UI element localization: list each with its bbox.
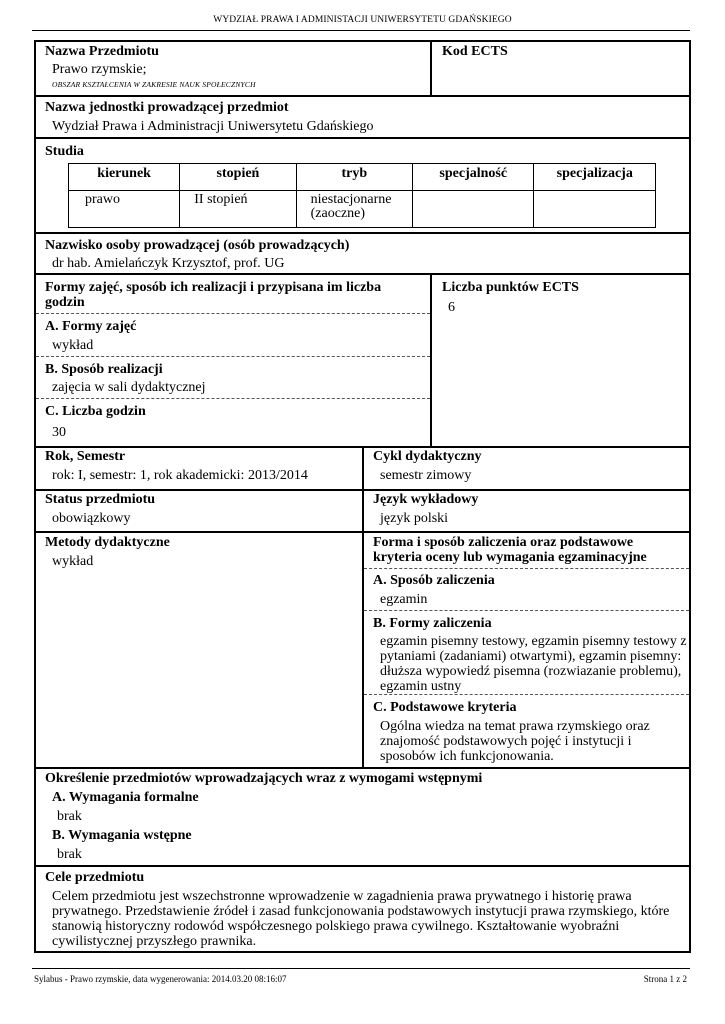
assessment-b-value: egzamin pisemny testowy, egzamin pisemny testowy z pytaniami (zadaniami) otwartymi), egzamin pisemny: dłuższa wypowiedź pisemna (rozwiazanie problemu), egzamin ustny [380,634,687,694]
divider [362,531,364,769]
forms-c-label: C. Liczba godzin [45,404,146,419]
table-row [69,164,656,191]
language-label: Język wykładowy [373,492,479,507]
col-stopien: stopień [180,164,296,191]
cell-specjalizacja [534,191,656,228]
status-value: obowiązkowy [52,511,131,526]
assessment-c-label: C. Podstawowe kryteria [373,700,517,715]
cell-specjalnosc [413,191,534,228]
assessment-a-value: egzamin [380,592,428,607]
assessment-c-value: Ogólna wiedza na temat prawa rzymskiego oraz znajomość podstawowych pojęć i instytucji i sposobów ich funkcjonowania. [380,719,650,764]
cycle-label: Cykl dydaktyczny [373,449,482,464]
header-rule [32,30,690,31]
dashed-separator [364,610,689,611]
divider [362,489,364,533]
studies-label: Studia [45,144,84,159]
prereq-a-value: brak [57,809,82,824]
footer-rule [32,968,690,969]
col-kierunek: kierunek [69,164,180,191]
col-specjalizacja: specjalizacja [534,164,656,191]
unit-label: Nazwa jednostki prowadzącej przedmiot [45,100,289,115]
dashed-separator [36,313,430,314]
dashed-separator [364,568,689,569]
col-specjalnosc: specjalność [413,164,534,191]
year-label: Rok, Semestr [45,449,126,464]
cell-tryb: niestacjonarne (zaoczne) [296,191,412,228]
cell-stopien: II stopień [180,191,296,228]
dashed-separator [36,398,430,399]
forms-b-label: B. Sposób realizacji [45,362,163,377]
cycle-value: semestr zimowy [380,468,472,483]
table-row [69,191,656,228]
institution-header: WYDZIAŁ PRAWA I ADMINISTACJI UNIWERSYTETU GDAŃSKIEGO [213,15,512,25]
methods-label: Metody dydaktyczne [45,535,170,550]
prereq-label: Określenie przedmiotów wprowadzających wraz z wymogami wstępnymi [45,771,483,786]
ects-points-value: 6 [448,300,455,315]
page-number: Strona 1 z 2 [643,974,687,984]
forms-b-value: zajęcia w sali dydaktycznej [52,380,206,395]
prereq-b-value: brak [57,847,82,862]
cell-kierunek: prawo [69,191,180,228]
forms-a-label: A. Formy zajęć [45,319,137,334]
lecturer-label: Nazwisko osoby prowadzącej (osób prowadzących) [45,238,350,253]
forms-c-value: 30 [52,425,66,440]
unit-value: Wydział Prawa i Administracji Uniwersytetu Gdańskiego [52,119,374,134]
year-value: rok: I, semestr: 1, rok akademicki: 2013/2014 [52,468,308,483]
forms-a-value: wykład [52,338,94,353]
assessment-a-label: A. Sposób zaliczenia [373,573,495,588]
divider [430,273,432,448]
status-label: Status przedmiotu [45,492,156,507]
ects-points-label: Liczba punktów ECTS [442,280,579,295]
course-name-value: Prawo rzymskie; [52,62,147,77]
course-area: OBSZAR KSZTAŁCENIA W ZAKRESIE NAUK SPOŁECZNYCH [52,80,256,89]
ects-code-label: Kod ECTS [442,44,508,59]
dashed-separator [36,356,430,357]
goals-value: Celem przedmiotu jest wszechstronne wprowadzenie w zagadnienia prawa prywatnego i historię prawa prywatnego. Przedstawienie źródeł i zasad funkcjonowania podstawowych instytucji prawa rzymskiego, które stanowią historyczny rodowód współczesnego polskiego prawa cywilnego. Kształtowanie wyobraźni cywilistycznej przyszłego prawnika. [52,889,670,949]
forms-label: Formy zajęć, sposób ich realizacji i przypisana im liczba godzin [45,280,382,310]
assessment-b-label: B. Formy zaliczenia [373,616,492,631]
studies-table [68,163,656,228]
dashed-separator [364,694,689,695]
divider [362,446,364,491]
methods-value: wykład [52,554,94,569]
language-value: język polski [380,511,449,526]
lecturer-value: dr hab. Amielańczyk Krzysztof, prof. UG [52,256,285,271]
divider [430,40,432,97]
course-name-label: Nazwa Przedmiotu [45,44,159,59]
prereq-b-label: B. Wymagania wstępne [52,828,192,843]
footer-info: Sylabus - Prawo rzymskie, data wygenerowania: 2014.03.20 08:16:07 [34,974,287,984]
prereq-a-label: A. Wymagania formalne [52,790,199,805]
goals-label: Cele przedmiotu [45,870,145,885]
col-tryb: tryb [296,164,412,191]
assessment-label: Forma i sposób zaliczenia oraz podstawowe kryteria oceny lub wymagania egzaminacyjne [373,535,647,565]
